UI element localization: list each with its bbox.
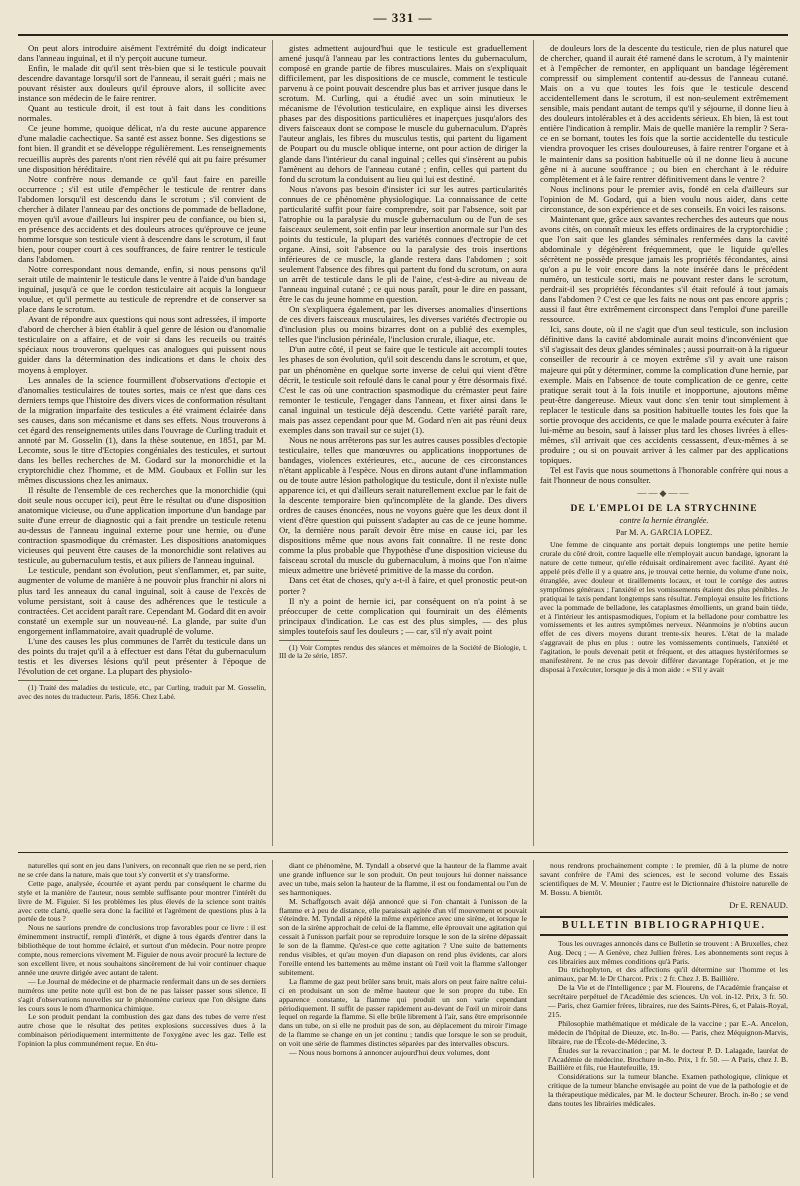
bibliography-entry: De la Vie et de l'Intelligence ; par M. Flourens, de l'Académie française et secrétaire perpétuel de l'Académie des sciences. Un vol. in-12. Prix, 3 fr. 50. — Paris, chez Garnier frères, libraires, rue des Saints-Pères, 6, et Palais-Royal, 215. <box>548 983 788 1019</box>
article-author: Par M. A. GARCIA LOPEZ. <box>615 528 713 538</box>
paragraph: La flamme de gaz peut brûler sans bruit, mais alors on peut faire naître celui-ci en produisant un son de même hauteur que le son propre du tube. En apparence constante, la flamme qui produit un son varie cependant périodiquement. Il suffit de passer rapidement au-devant de l'œil un miroir dans lequel on regarde la flamme. Si elle brûle librement à l'air, sans être emprisonnée dans un tube, on si elle ne produit pas de son, au déplacement du miroir l'image de la flamme se change en un jet continu ; tandis que lorsque le son se produit, on voit une série de flammes distinctes séparées par des intervalles obscurs. <box>279 976 527 1049</box>
paragraph: Maintenant que, grâce aux savantes recherches des auteurs que nous avons cités, on connaît mieux les effets ordinaires de la cryptorchidie ; que l'on sait que les glandes séminales renfermées dans la cavité abdominale y dégénèrent fréquemment, que le liquide qu'elles sécrètent ne possède presque jamais les propriétés fécondantes, ainsi qu'on a pu le voir encore dans la note insérée dans le précédent numéro, un testicule sorti, mais ne pouvant rester dans le scrotum, perdrait-il ses propriétés fécondantes s'il était refoulé à tout jamais dans l'abdomen ? C'est ce que les faits ne nous ont pas encore appris ; aussi il faut être extrêmement circonspect dans l'emploi d'une pareille ressource. <box>540 213 788 325</box>
bulletin-intro: Tous les ouvrages annoncés dans ce Bulletin se trouvent : A Bruxelles, chez Aug. Decq ; — A Genève, chez Jullien frères. Les abonnements sont reçus à ces librairies aux mêmes conditions qu'à Paris. <box>548 938 788 966</box>
bibliography-entry: Considérations sur la tumeur blanche. Examen pathologique, clinique et critique de la tumeur blanche envisagée au point de vue de la pathologie et de la thérapeutique médicales, par M. le docteur Scheurer. Broch. in-8o ; se vend dans toutes les librairies médicales. <box>548 1072 788 1109</box>
section-rule <box>18 852 788 853</box>
paragraph: Notre correspondant nous demande, enfin, si nous pensons qu'il serait utile de maintenir le testicule dans le ventre à l'aide d'un bandage inguinal, jusqu'à ce que le cordon testiculaire ait acquis la longueur voulue, et qu'il permette au testicule de reprendre et de conserver sa place dans le scrotum. <box>18 264 266 315</box>
paragraph: Nous inclinons pour le premier avis, fondé en cela d'ailleurs sur l'opinion de M. Godard, qui a bien voulu nous aider, dans cette circonstance, de son expérience et de ses conseils. En voici les raisons. <box>540 183 788 214</box>
paragraph: Quant au testicule droit, il est tout à fait dans les conditions normales. <box>18 103 266 124</box>
upper-column-3 <box>540 43 788 843</box>
paragraph: Il n'y a point de hernie ici, par conséquent on n'a point à se préoccuper de cette complication qui fournirait un des éléments principaux d'indication. Le cas est des plus simples, — des plus simples toutefois sauf les douleurs ; — car, s'il n'y avait point <box>279 595 527 636</box>
paragraph: — Le Journal de médecine et de pharmacie renfermait dans un de ses derniers numéros une petite note qu'il est bon de ne pas laisser passer sous silence. Il s'agit d'observations nouvelles sur le phénomène curieux que l'on désigne dans les cours sous le nom d'harmonica chimique. <box>18 976 266 1013</box>
upper-column-1 <box>18 43 266 843</box>
header-rule <box>18 34 788 36</box>
footnote-rule <box>279 640 339 641</box>
paragraph: M. Schaffgotsch avait déjà annoncé que si l'on chantait à l'unisson de la flamme et à peu de distance, elle paraissait agitée d'un vif mouvement et pouvait s'éteindre. M. Tyndall a répété la même expérience avec une sirène, et lorsque le son de la sirène approchait de celui de la flamme, elle éprouvait une agitation qui cessait à l'unisson parfait pour se reproduire lorsque le son de la sirène dépassait le son de la flamme. Qu'est-ce que cette agitation ? Une suite de battements rendus visibles, et qu'au moyen d'un diapason on rend plus évidents, car alors l'oreille entend les battements au même instant où l'œil voit la flamme s'allonger subitement. <box>279 896 527 977</box>
paragraph: Avant de répondre aux questions qui nous sont adressées, il importe d'abord de chercher à bien établir à quel genre de lésion ou d'anomalie testiculaire on a affaire, et de voir si dans les recueils ou traités spéciaux nous trouverons quelques cas analogues qui puissent nous guider dans la détermination des indications et dans le choix des moyens à employer. <box>18 314 266 375</box>
column-divider <box>533 40 534 846</box>
paragraph: Dans cet état de choses, qu'y a-t-il à faire, et quel pronostic peut-on porter ? <box>279 575 527 596</box>
paragraph: de douleurs lors de la descente du testicule, rien de plus naturel que de chercher, quand il aurait été ramené dans le scrotum, à l'y maintenir et à l'empêcher de remonter, en appliquant un bandage légèrement compressif ou simplement contentif au-dessus de l'anneau cutané. Mais on a vu que toutes les fois que le testicule descend accidentellement dans le scrotum, il est non-seulement extrêmement sensible, mais pendant autant de temps qu'il y séjourne, il donne lieu à des douleurs intolérables et à des accidents sérieux. Eh bien, là est tout entière l'indication à remplir. Mais de quelle manière la remplir ? Sera-ce en se bornant, toutes les fois que la sortie accidentelle du testicule viendra provoquer les crises douloureuses, à faire rentrer l'organe et à le maintenir dans sa position habituelle où il ne donne lieu à aucune gêne ni à aucune souffrance ; ou bien en cherchant à le réduire complètement et à le faire rentrer définitivement dans le ventre ? <box>540 43 788 184</box>
paragraph: gistes admettent aujourd'hui que le testicule est graduellement amené jusqu'à l'anneau par les contractions lentes du gubernaculum, composé en grande partie de fibres musculaires. Mais on s'expliquait difficilement, par les dispositions de ce muscle, comment le testicule parvenu à ce point pouvait descendre plus bas et arriver jusque dans le scrotum. M. Curling, qui a étudié avec un soin minutieux le mécanisme de l'évolution testiculaire, en explique ainsi les diverses phases par des dispositions particulières et inaperçues jusqu'alors des divers faisceaux dont se compose le muscle du gubernaculum. D'après l'auteur anglais, les fibres du musculus testis, qui partent du ligament de Poupart ou du muscle oblique interne, ont pour action de diriger la glande dans l'intérieur du canal inguinal ; celles qui s'insèrent au pubis l'amènent au dehors de l'anneau cutané ; enfin, celles qui partent du fond du scrotum la conduisent au lieu qui lui est destiné. <box>279 43 527 184</box>
paragraph: Le testicule, pendant son évolution, peut s'enflammer, et, par suite, augmenter de volume de manière à ne pouvoir plus franchir ni alors ni plus tard les anneaux du canal inguinal, soit à cause de l'excès de volume persistant, soit à cause des adhérences que le testicule a contractées. Cet accident paraît rare. Cependant M. Godard dit en avoir constaté un exemple sur un nouveau-né. La glande, par suite d'un engorgement inflammatoire, avait quadruplé de volume. <box>18 565 266 636</box>
paragraph: — Nous nous bornons à annoncer aujourd'hui deux volumes, dont <box>289 1048 490 1058</box>
article-title: DE L'EMPLOI DE LA STRYCHNINE <box>570 504 758 515</box>
paragraph: nous rendrons prochainement compte : le premier, dû à la plume de notre savant confrère de l'Ami des sciences, est le second volume des Essais scientifiques de M. V. Meunier ; l'autre est le Dictionnaire d'histoire naturelle de M. Bossu. A bientôt. <box>540 862 788 897</box>
article-body: Une femme de cinquante ans portait depuis longtemps une petite hernie crurale du côté droit, contre laquelle elle n'employait aucun bandage, ignorant la nature de cette tumeur, qu'elle réduisait ordinairement avec facilité. Ayant été appelé près d'elle il y a quatre ans, je trouvai cette hernie, du volume d'une noix, étranglée, avec douleur et tiraillements locaux, et tout le cortège des autres symptômes généraux ; l'anxiété et les vomissements étaient des plus pénibles. Je pratiquai le taxis pendant longtemps sans résultat. J'employai ensuite les frictions avec la pommade de belladone, les cataplasmes émollients, un grand bain tiède, et à l'intérieur les antispasmodiques, l'opium et la belladone pour combattre les vomissements et les autres symptômes nerveux. Néanmoins je n'obtins aucun effet de ces divers moyens durant trente-six heures. L'état de la malade s'aggravait de plus en plus : outre les vomissements continuels, l'anxiété et l'agitation, le pouls devenait petit et fréquent, et des attaques hystériformes se manifestèrent. Je ne crus pas devoir différer davantage l'opération, et je me disposai à l'exécuter, lorsque je dis à mon aide : « S'il y avait <box>540 540 788 674</box>
paragraph: Il résulte de l'ensemble de ces recherches que la monorchidie (qui doit seule nous occuper ici), peut être le résultat ou d'une disposition anatomique vicieuse, ou d'une application importune d'un bandage par suite d'une erreur de diagnostic qui a fait prendre un testicule retenu au-dessus de l'anneau inguinal externe pour une hernie, ou d'une contraction spasmodique du crémaster. Les dispositions anatomiques vicieuses qui peuvent être causes de la monorchidie sont relatives au testicule, au gubernaculum testis, et aux piliers de l'anneau inguinal. <box>18 485 266 566</box>
paragraph: L'une des causes les plus communes de l'arrêt du testicule dans un des points du trajet qu'il a à effectuer est dans l'état du gubernaculum testis et les diverses lésions qu'il peut présenter à l'époque de l'évolution de cet organe. La plupart des physiolo- <box>18 635 266 676</box>
column-divider <box>272 40 273 846</box>
footnote-rule <box>18 680 78 681</box>
paragraph: Le son produit pendant la combustion des gaz dans des tubes de verre n'est autre chose que le résultat des petites explosions successives dues à la combinaison périodiquement intermittente de l'oxygène avec les gaz. Telle est l'opinion la plus communément reçue. En étu- <box>18 1012 266 1049</box>
article-subtitle: contre la hernie étranglée. <box>619 516 709 526</box>
paragraph: Cette page, analysée, écourtée et ayant perdu par conséquent le charme du style et la manière de l'auteur, nous semble suffisante pour montrer l'intérêt du livre de M. Figuier. Si les problèmes les plus élevés de la science sont traités avec cette clarté, quelle sera donc la facilité et l'agrément de questions plus à la portée de tous ? <box>18 878 266 924</box>
paragraph: D'un autre côté, il peut se faire que le testicule ait accompli toutes les phases de son évolution, qu'il soit descendu dans le scrotum, et que, par un phénomène en quelque sorte inverse de celui qui vient d'être décrit, le testicule soit refoulé dans le canal pour y être désormais fixé. C'est le cas où une contraction spasmodique du crémaster peut faire remonter le testicule, l'engager dans l'anneau, et fixer ainsi dans le canal inguinal un testicule déjà descendu. Cette variété paraît rare, mais pas assez cependant pour que M. Godard n'en ait pas réuni deux exemples dans son travail sur ce sujet (1). <box>279 344 527 435</box>
lower-column-2 <box>279 862 527 1180</box>
paragraph: Nous ne nous arrêterons pas sur les autres causes possibles d'ectopie testiculaire, telles que manœuvres ou applications inopportunes de bandages, violences extérieures, etc., aucune de ces circonstances n'étant applicable à l'espèce. Nous en dirons autant d'une inflammation ou de toute autre lésion pathologique du testicule, dont il n'existe nulle apparence ici, et qui d'ailleurs serait naturellement exclue par le fait de la descente temporaire bien qu'incomplète de la glande. Des divers ordres de causes énoncées, nous ne voyons guère que les deux dont il vient d'être question qui puissent s'adapter au cas de ce jeune homme. Or, la dernière nous paraît devoir être mise en cause ici, par les dispositions même que nous avons fait connaître. Il ne reste donc comme la plus probable que l'hypothèse d'une disposition vicieuse du faisceau scrotal du muscle du gubernaculum, à moins que l'on n'aime mieux admettre une brièveté primitive de la masse du cordon. <box>279 434 527 576</box>
lower-column-1 <box>18 862 266 1180</box>
footnote: (1) Voir Comptes rendus des séances et mémoires de la Société de Biologie, t. III de la 2e série, 1857. <box>279 642 527 661</box>
upper-column-2 <box>279 43 527 843</box>
bibliography-entry: Du trichophyton, et des affections qu'il détermine sur l'homme et les animaux, par M. le Dr Charcot. Prix : 2 fr. Chez J. B. Baillière. <box>548 965 788 984</box>
paragraph: naturelles qui sont en jeu dans l'univers, on reconnaît que rien ne se perd, rien ne se crée dans la nature, mais que tout s'y convertit et s'y transforme. <box>18 862 266 879</box>
bibliography-entry: Études sur la revaccination ; par M. le docteur P. D. Lalagade, lauréat de l'Académie de médecine. Brochure in-8o. Prix, 1 fr. 50. — A Paris, chez J. B. Baillière et fils, rue Hautefeuille, 19. <box>548 1045 788 1073</box>
paragraph: Enfin, le malade dit qu'il sent très-bien que si le testicule pouvait descendre davantage lorsqu'il sort de l'anneau, il serait guéri ; mais ne pouvant résister aux douleurs qu'il éprouve alors, il sollicite avec instance son médecin de le faire rentrer. <box>18 63 266 104</box>
paragraph: On s'expliquera également, par les diverses anomalies d'insertions de ces divers faisceaux musculaires, les diverses variétés d'ectropie ou d'inclusion plus ou moins bizarres dont on a publié des exemples, telles que l'inclusion périnéale, l'inclusion crurale, iliaque, etc. <box>279 304 527 345</box>
newspaper-page <box>18 10 788 1180</box>
paragraph: diant ce phénomène, M. Tyndall a observé que la hauteur de la flamme avait une grande influence sur le son produit. On peut toujours lui donner naissance avec un tube, mais selon la hauteur de la flamme, il est ou fondamental ou l'un de ses harmoniques. <box>279 862 527 897</box>
paragraph: Ici, sans doute, où il ne s'agit que d'un seul testicule, son inclusion définitive dans la cavité abdominale aurait moins d'inconvénient que s'il s'agissait des deux glandes séminales ; aussi pourrait-on à la rigueur conseiller de recourir à ce moyen extrême s'il y avait une raison majeure qui pût y déterminer, comme la complication d'une hernie, par exemple. Mais en l'absence de toute complication de ce genre, cette pratique serait tout à la fois inutile et inopportune, ajoutons même peut-être dangereuse. Mieux vaut donc s'en tenir tout simplement à replacer le testicule dans sa position habituelle toutes les fois que la sortie provoque des accidents, ce que le malade pourra exécuter à faire lui-même au besoin, sauf à laisser plus tard les choses livrées à elles-mêmes, s'il arrivait que ces accidents cessassent, d'eux-mêmes à se produire ; ou si on pouvait arriver à les calmer par des applications topiques. <box>540 324 788 465</box>
paragraph: Notre confrère nous demande ce qu'il faut faire en pareille occurrence ; s'il est utile d'empêcher le testicule de rentrer dans l'abdomen lorsqu'il est descendu dans le scrotum ; s'il convient de chercher à dilater l'anneau par des onctions de pommade de belladone, moyen qu'il avoue d'ailleurs lui inspirer peu de confiance, ou bien si, en présence des accidents et des douleurs atroces qu'éprouve ce jeune homme lorsque son testicule vient à descendre dans le scrotum, il faut bien, pour couper court à ces souffrances, de faire rentrer le testicule dans l'abdomen. <box>18 173 266 264</box>
paragraph: On peut alors introduire aisément l'extrémité du doigt indicateur dans l'anneau inguinal, et il n'y perçoit aucune tumeur. <box>18 43 266 64</box>
column-divider <box>272 860 273 1178</box>
paragraph: Ce jeune homme, quoique délicat, n'a du reste aucune apparence d'une maladie cachectique. Sa santé est assez bonne. Ses digestions se font bien. Il grandit et se développe régulièrement. Les renseignements recueillis auprès des parents n'ont rien révélé qui ait pu faire présumer une disposition héréditaire. <box>18 123 266 174</box>
bulletin-title: BULLETIN BIBLIOGRAPHIQUE. <box>540 916 788 936</box>
section-separator: ——◆—— <box>637 488 691 499</box>
column-divider <box>533 860 534 1178</box>
paragraph: Tel est l'avis que nous soumettons à l'honorable confrère qui nous a fait l'honneur de nous consulter. <box>540 464 788 486</box>
page-number: — 331 — <box>373 10 433 25</box>
paragraph: Les annales de la science fourmillent d'observations d'ectopie et d'anomalies testiculaires de toutes sortes, mais ce n'est que dans ces derniers temps que l'histoire des divers vices de conformation résultant de la migration imparfaite des testicules a été vraiment éclairée dans ses causes, dans son mécanisme et dans ses effets. Nous trouverons à cet égard des renseignements utiles dans l'ouvrage de Curling traduit et annoté par M. Gosselin (1), dans la thèse soutenue, en 1851, par M. Lecomte, sous le titre d'Ectopies congéniales des testicules, et surtout dans les belles recherches de M. Godard sur la monorchidie et la cryptorchidie chez l'homme, et de MM. Goubaux et Follin sur les mêmes discussions chez les animaux. <box>18 374 266 486</box>
signature: Dr E. RENAUD. <box>729 899 788 910</box>
lower-column-3 <box>540 862 788 1180</box>
footnote: (1) Traité des maladies du testicule, etc., par Curling, traduit par M. Gosselin, avec des notes du traducteur. Paris, 1856. Chez Labé. <box>18 682 266 701</box>
paragraph: Nous n'avons pas besoin d'insister ici sur les autres particularités connues de ce phénomène physiologique. La connaissance de cette particularité suffit pour faire comprendre, soit par l'absence, soit par l'atrophie ou la paralysie du muscle gubernaculum ou de l'un de ses faisceaux seulement, soit enfin par leur insertion anormale sur l'un des points du testicule, la plupart des variétés connues d'ectropie de cet organe. Ainsi, soit l'absence ou la paralysie des trois insertions inférieures de ce muscle, la glande restera dans l'abdomen ; soit seulement l'absence des fibres qui partent du fond du scrotum, on aura un arrêt de testicule dans le pli de l'aine, c'est-à-dire au niveau de l'anneau inguinal cutané ; ce qui nous paraît, pour le dire en passant, être le cas du jeune homme en question. <box>279 183 527 305</box>
bibliography-entry: Philosophie mathématique et médicale de la vaccine ; par E.-A. Ancelon, médecin de l'hôpital de Dieuze, etc. In-8o. — Paris, chez Méquignon-Marvis, libraire, rue de l'École-de-Médecine, 3. <box>548 1018 788 1046</box>
paragraph: Nous ne saurions prendre de conclusions trop favorables pour ce livre : il est éminemment instructif, rempli d'intérêt, et digne à tous égards d'entrer dans la bibliothèque de tout homme éclairé, et surtout d'un médecin. Pour notre propre compte, nous remercions vivement M. Figuier de nous avoir procuré la lecture de son excellent livre, et nous souhaitons sincèrement de lui voir continuer chaque année une œuvre dirigée avec autant de talent. <box>18 923 266 977</box>
